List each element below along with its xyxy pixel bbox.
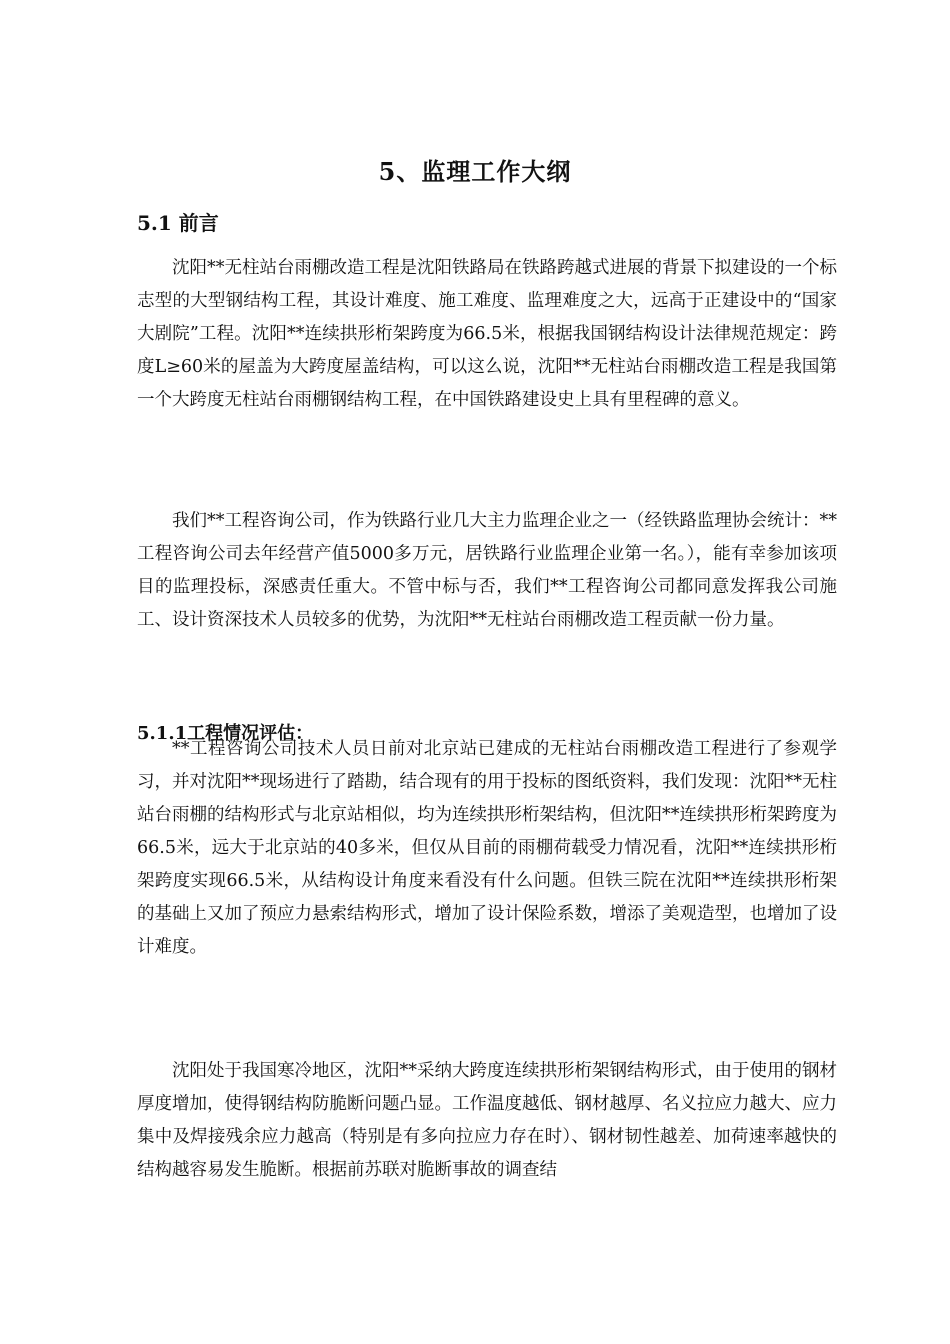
document-title: 5、监理工作大纲 xyxy=(378,157,572,186)
subsection-heading-evaluation: 5.1.1工程情况评估： xyxy=(137,723,314,744)
paragraph-eval-1: **工程咨询公司技术人员日前对北京站已建成的无柱站台雨棚改造工程进行了参观学习，并对沈阳**现场进行了踏勘，结合现有的用于投标的图纸资料，我们发现：沈阳**无柱站台雨棚的结构形式与北京站相似，均为连续拱形桁架结构，但沈阳**连续拱形桁架跨度为66.5米，远大于北京站的40多米，但仅从目前的雨棚荷载受力情况看，沈阳**连续拱形桁架跨度实现66.5米，从结构设计角度来看没有什么问题。但铁三院在沈阳**连续拱形桁架的基础上又加了预应力悬索结构形式，增加了设计保险系数，增添了美观造型，也增加了设计难度。 xyxy=(137,739,837,957)
paragraph-intro-2: 我们**工程咨询公司，作为铁路行业几大主力监理企业之一（经铁路监理协会统计：**工程咨询公司去年经营产值5000多万元，居铁路行业监理企业第一名。），能有幸参加该项目的监理投标，深感责任重大。不管中标与否，我们**工程咨询公司都同意发挥我公司施工、设计资深技术人员较多的优势，为沈阳**无柱站台雨棚改造工程贡献一份力量。 xyxy=(137,511,837,630)
paragraph-eval-2: 沈阳处于我国寒冷地区，沈阳**采纳大跨度连续拱形桁架钢结构形式，由于使用的钢材厚度增加，使得钢结构防脆断问题凸显。工作温度越低、钢材越厚、名义拉应力越大、应力集中及焊接残余应力越高（特别是有多向拉应力存在时）、钢材韧性越差、加荷速率越快的结构越容易发生脆断。根据前苏联对脆断事故的调查结 xyxy=(137,1061,837,1180)
section-heading-preface: 5.1 前言 xyxy=(137,211,219,235)
paragraph-intro-1: 沈阳**无柱站台雨棚改造工程是沈阳铁路局在铁路跨越式进展的背景下拟建设的一个标志型的大型钢结构工程，其设计难度、施工难度、监理难度之大，远高于正建设中的“国家大剧院”工程。沈阳**连续拱形桁架跨度为66.5米，根据我国钢结构设计法律规范规定：跨度L≥60米的屋盖为大跨度屋盖结构，可以这么说，沈阳**无柱站台雨棚改造工程是我国第一个大跨度无柱站台雨棚钢结构工程，在中国铁路建设史上具有里程碑的意义。 xyxy=(137,258,837,410)
